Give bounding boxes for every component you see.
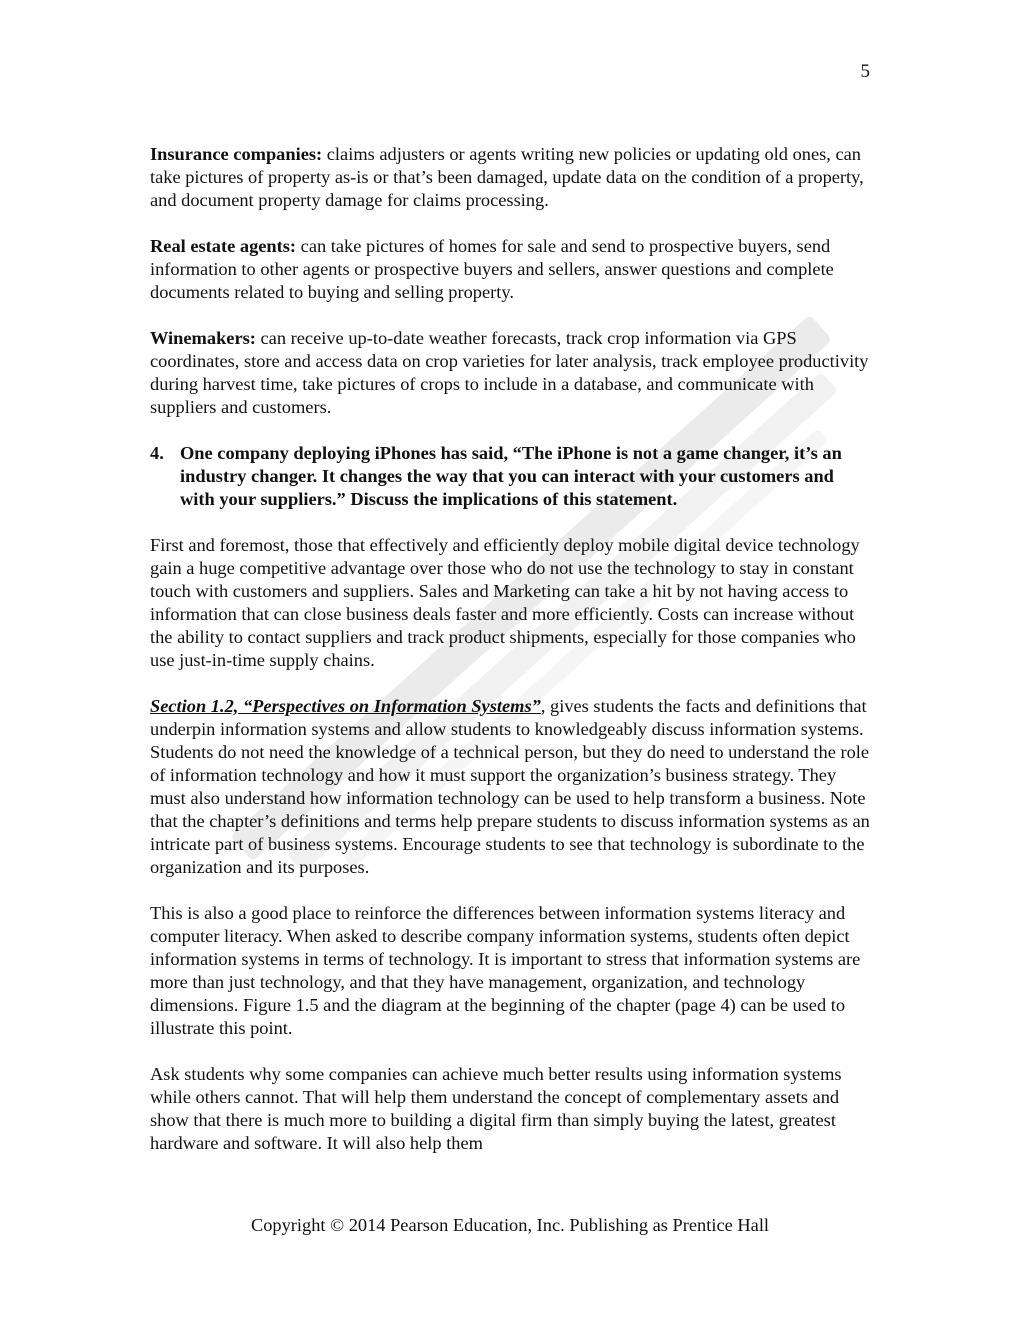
paragraph-lead: Insurance companies: bbox=[150, 144, 323, 164]
answer-paragraph-competitive-advantage: First and foremost, those that effectively and efficiently deploy mobile digital device technology gain a huge competitive advantage over those who do not use the technology to stay in constant touch with customers and suppliers. Sales and Marketing can take a hit by not having access to information that can close business deals faster and more efficiently. Costs can increase without the ability to contact suppliers and track product shipments, especially for those companies who use just-in-time supply chains. bbox=[150, 535, 860, 670]
paragraph-text: can take pictures of homes for sale and send to prospective buyers, send information to other agents or prospective buyers and sellers, answer questions and complete documents related to buying and selling property. bbox=[150, 236, 834, 302]
page-number: 5 bbox=[860, 61, 870, 82]
section-reference: Section 1.2, “Perspectives on Information Systems” bbox=[150, 696, 541, 716]
answer-paragraph-section-1-2 bbox=[150, 695, 872, 879]
paragraph-text: , gives students the facts and definitions that underpin information systems and allow students to knowledgeably discuss information systems. Students do not need the knowledge of a technical person, but they do need to understand the role of information technology and how it must support the organization’s business strategy. They must also understand how information technology can be used to help transform a business. Note that the chapter’s definitions and terms help prepare students to discuss information systems as an intricate part of business systems. Encourage students to see that technology is subordinate to the organization and its purposes. bbox=[150, 696, 870, 877]
paragraph-lead: Real estate agents: bbox=[150, 236, 297, 256]
paragraph-winemakers bbox=[150, 327, 872, 419]
paragraph-lead: Winemakers: bbox=[150, 328, 256, 348]
paragraph-real-estate bbox=[150, 235, 872, 304]
paragraph-insurance bbox=[150, 143, 872, 212]
answer-paragraph-complementary-assets: Ask students why some companies can achieve much better results using information systems while others cannot. That will help them understand the concept of complementary assets and show that there is much more to building a digital firm than simply buying the latest, greatest hardware and software. It will also help them bbox=[150, 1064, 842, 1153]
document-body bbox=[150, 143, 872, 1178]
paragraph-text: can receive up-to-date weather forecasts, track crop information via GPS coordinates, store and access data on crop varieties for later analysis, track employee productivity during harvest time, take pictures of crops to include in a database, and communicate with suppliers and customers. bbox=[150, 328, 869, 417]
question-number: 4. bbox=[150, 443, 164, 463]
answer-paragraph-literacy: This is also a good place to reinforce the differences between information systems literacy and computer literacy. When asked to describe company information systems, students often depict information systems in terms of technology. It is important to stress that information systems are more than just technology, and that they have management, organization, and technology dimensions. Figure 1.5 and the diagram at the beginning of the chapter (page 4) can be used to illustrate this point. bbox=[150, 903, 861, 1038]
paragraph-text: claims adjusters or agents writing new policies or updating old ones, can take pictures of property as-is or that’s been damaged, update data on the condition of a property, and document property damage for claims processing. bbox=[150, 144, 864, 210]
copyright-footer: Copyright © 2014 Pearson Education, Inc. Publishing as Prentice Hall bbox=[250, 1215, 770, 1235]
question-4 bbox=[150, 442, 872, 511]
question-text: One company deploying iPhones has said, “The iPhone is not a game changer, it’s an industry changer. It changes the way that you can interact with your customers and with your suppliers.” Discuss the implications of this statement. bbox=[180, 443, 842, 509]
